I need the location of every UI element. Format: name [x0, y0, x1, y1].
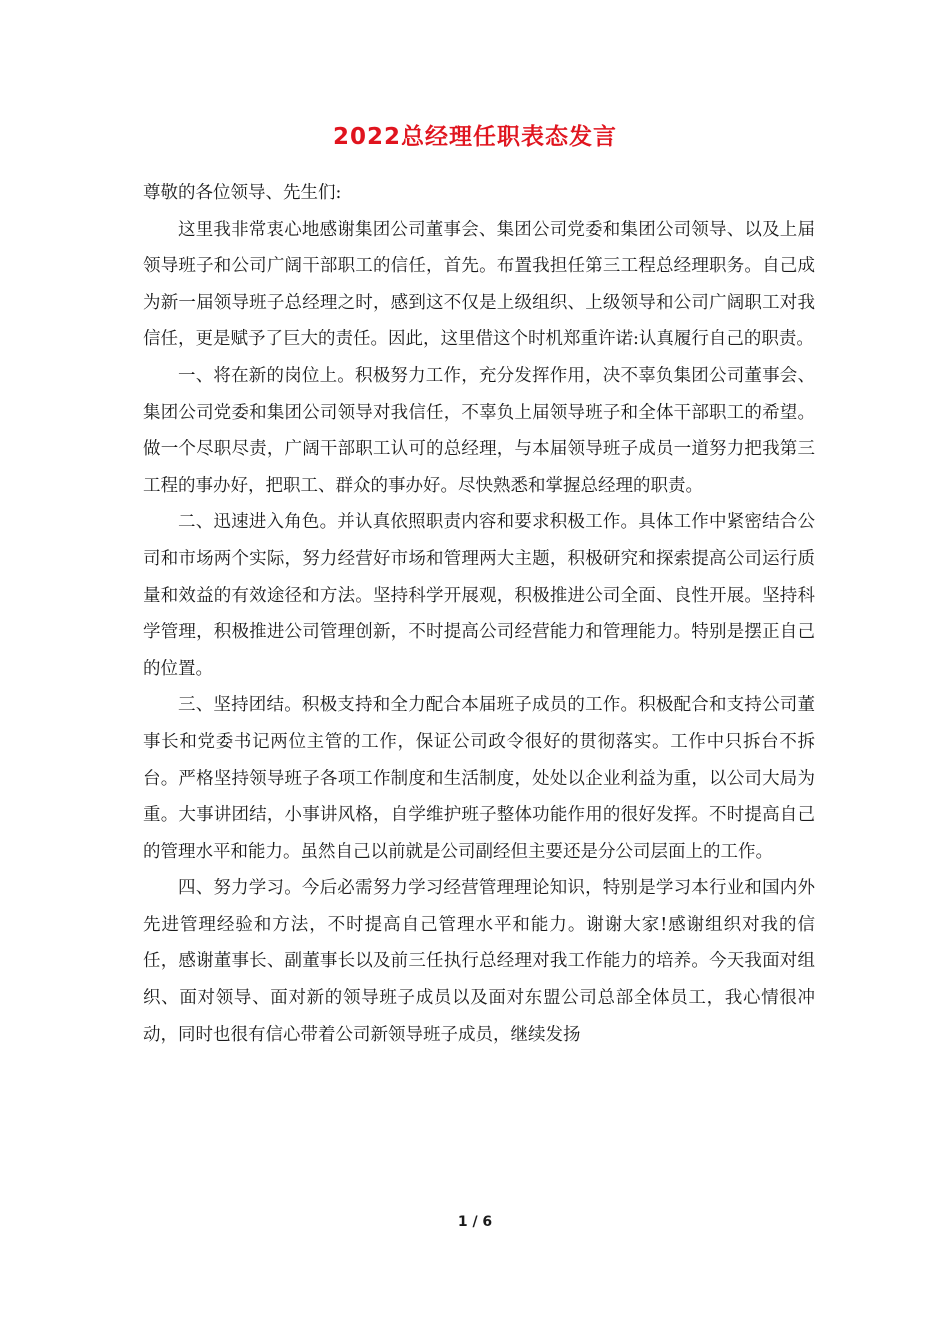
paragraph-point-3: 三、坚持团结。积极支持和全力配合本届班子成员的工作。积极配合和支持公司董事长和党委书记两位主管的工作，保证公司政令很好的贯彻落实。工作中只拆台不拆台。严格坚持领导班子各项工作制度和生活制度，处处以企业利益为重，以公司大局为重。大事讲团结，小事讲风格，自学维护班子整体功能作用的很好发挥。不时提高自己的管理水平和能力。虽然自己以前就是公司副经但主要还是分公司层面上的工作。: [143, 695, 815, 862]
paragraph-point-4: 四、努力学习。今后必需努力学习经营管理理论知识，特别是学习本行业和国内外先进管理经验和方法，不时提高自己管理水平和能力。谢谢大家!感谢组织对我的信任，感谢董事长、副董事长以及前三任执行总经理对我工作能力的培养。今天我面对组织、面对领导、面对新的领导班子成员以及面对东盟公司总部全体员工，我心情很冲动，同时也很有信心带着公司新领导班子成员，继续发扬: [143, 878, 815, 1045]
document-body: [143, 175, 815, 1053]
document-title: 2022总经理任职表态发言: [332, 124, 617, 150]
salutation: 尊敬的各位领导、先生们:: [143, 183, 342, 203]
paragraph-point-2: 二、迅速进入角色。并认真依照职责内容和要求积极工作。具体工作中紧密结合公司和市场两个实际，努力经营好市场和管理两大主题，积极研究和探索提高公司运行质量和效益的有效途径和方法。坚持科学开展观，积极推进公司全面、良性开展。坚持科学管理，积极推进公司管理创新，不时提高公司经营能力和管理能力。特别是摆正自己的位置。: [143, 512, 815, 679]
paragraph-intro: 这里我非常衷心地感谢集团公司董事会、集团公司党委和集团公司领导、以及上届领导班子和公司广阔干部职工的信任，首先。布置我担任第三工程总经理职务。自己成为新一届领导班子总经理之时，感到这不仅是上级组织、上级领导和公司广阔职工对我信任，更是赋予了巨大的责任。因此，这里借这个时机郑重许诺:认真履行自己的职责。: [143, 219, 815, 350]
page-number: 1 / 6: [457, 1214, 493, 1230]
paragraph-point-1: 一、将在新的岗位上。积极努力工作，充分发挥作用，决不辜负集团公司董事会、集团公司党委和集团公司领导对我信任，不辜负上届领导班子和全体干部职工的希望。做一个尽职尽责，广阔干部职工认可的总经理，与本届领导班子成员一道努力把我第三工程的事办好，把职工、群众的事办好。尽快熟悉和掌握总经理的职责。: [143, 365, 815, 496]
